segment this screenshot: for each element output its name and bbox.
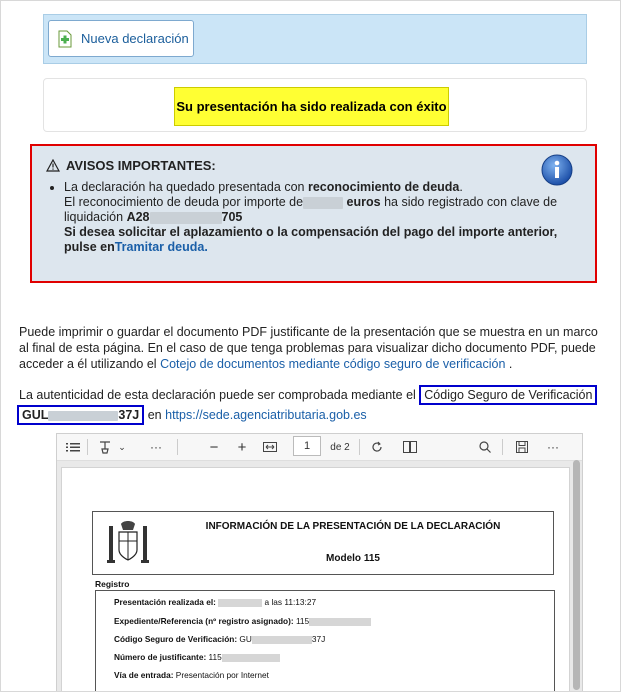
pdf-page: [61, 467, 570, 692]
redacted-code: [150, 212, 222, 224]
csv-code-highlight: GUL 37J: [17, 405, 144, 425]
success-message: Su presentación ha sido realizada con éxito: [174, 87, 449, 126]
new-declaration-label: Nueva declaración: [81, 31, 189, 46]
notice-item: • La declaración ha quedado presentada con reconocimiento de deuda. El reconocimiento de deuda por importe de euros ha sido registrado con clave de liquidación A28 705 Si desea solicitar el aplazamiento o la compensación del pago del importe anterior, pulse enTramitar deuda.: [64, 180, 589, 255]
outline-icon[interactable]: [65, 438, 81, 456]
rotate-icon[interactable]: [369, 438, 385, 456]
zoom-out-icon[interactable]: −: [209, 438, 219, 456]
reg-row-via: Vía de entrada: Presentación por Internet: [114, 670, 269, 680]
reg-row-expediente: Expediente/Referencia (nº registro asignado): 115: [114, 616, 371, 626]
pdf-toolbar: [57, 434, 582, 461]
success-panel: [43, 78, 587, 132]
pdf-info-paragraph: Puede imprimir o guardar el documento PDF justificante de la presentación que se muestra en un marco al final de esta página. En el caso de que tenga problemas para visualizar dicho documento PDF, puede acceder a él utilizando el Cotejo de documentos mediante código seguro de verificación .: [19, 325, 598, 371]
highlight-icon[interactable]: [97, 438, 113, 456]
save-icon[interactable]: [514, 438, 530, 456]
reg-row-presentacion: Presentación realizada el: a las 11:13:27: [114, 597, 317, 607]
new-document-plus-icon: [57, 30, 73, 48]
chevron-down-icon[interactable]: ⌄: [118, 441, 126, 452]
pdf-scrollbar[interactable]: [573, 460, 580, 690]
important-notice-box: [30, 144, 597, 283]
search-icon[interactable]: [477, 438, 493, 456]
doc-model: Modelo 115: [326, 553, 380, 564]
reg-row-justificante: Número de justificante: 115: [114, 652, 280, 662]
more-options-icon[interactable]: ···: [547, 440, 559, 454]
coat-of-arms-icon: [103, 518, 153, 568]
page-total: de 2: [330, 441, 350, 453]
sede-link[interactable]: https://sede.agenciatributaria.gob.es: [165, 408, 367, 422]
reg-row-csv: Código Seguro de Verificación: GU 37J: [114, 634, 326, 644]
fit-width-icon[interactable]: [262, 438, 278, 456]
registro-label: Registro: [95, 579, 130, 589]
redacted-amount: [303, 197, 343, 209]
warning-triangle-icon: [46, 159, 60, 172]
doc-title: INFORMACIÓN DE LA PRESENTACIÓN DE LA DECLARACIÓN: [205, 521, 501, 532]
registro-box: [95, 590, 555, 692]
zoom-in-icon[interactable]: +: [237, 438, 247, 456]
pdf-viewer[interactable]: [56, 433, 583, 692]
page-number-input[interactable]: 1: [293, 436, 321, 456]
notice-list: [46, 180, 589, 255]
new-declaration-button[interactable]: [48, 20, 194, 57]
tramitar-deuda-link[interactable]: Tramitar deuda.: [114, 240, 208, 254]
notice-title-text: AVISOS IMPORTANTES:: [66, 158, 216, 173]
authenticity-paragraph: La autenticidad de esta declaración puede ser comprobada mediante el Código Seguro de Verificación GUL 37J en https://sede.agenciatributaria.gob.es: [17, 385, 607, 425]
more-tools-icon[interactable]: ···: [150, 440, 162, 454]
csv-label-highlight: Código Seguro de Verificación: [419, 385, 597, 405]
cotejo-documentos-link[interactable]: Cotejo de documentos mediante código seguro de verificación: [160, 357, 506, 371]
notice-title: [46, 158, 216, 173]
doc-header-box: [92, 511, 554, 575]
page-view-icon[interactable]: [402, 438, 418, 456]
action-bar: [43, 14, 587, 64]
